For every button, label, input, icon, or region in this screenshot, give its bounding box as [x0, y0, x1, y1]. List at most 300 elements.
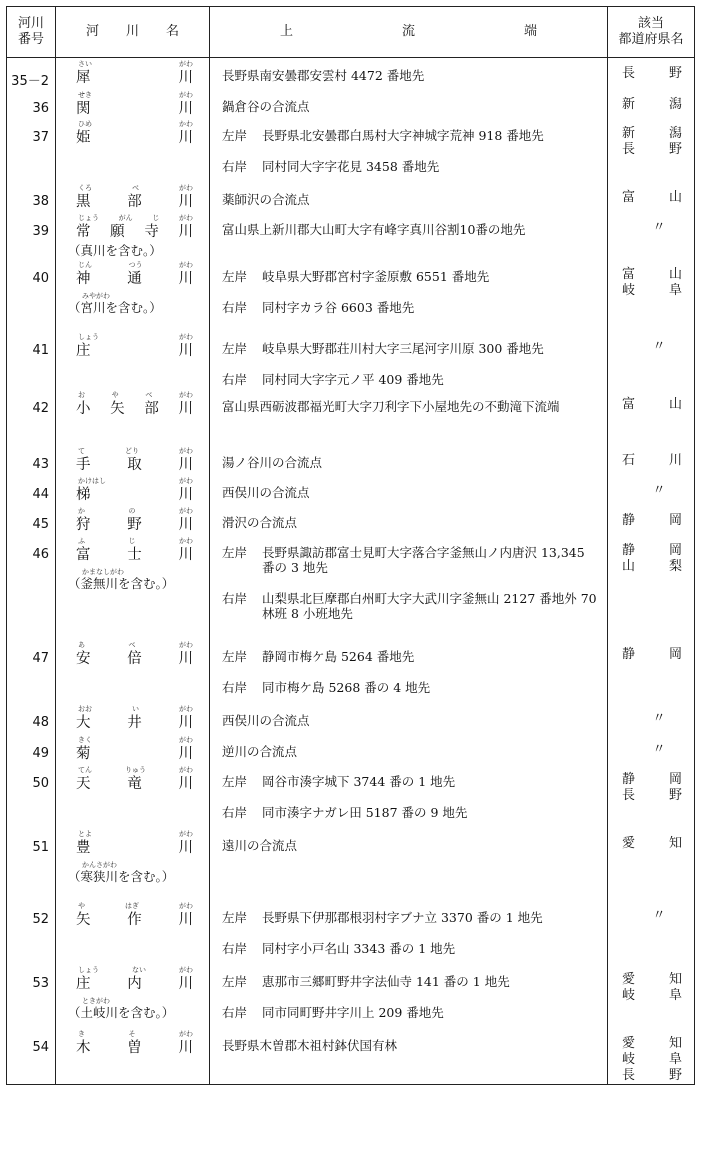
river-name-ruby	[56, 120, 209, 129]
river-name-char: 井	[127, 715, 142, 731]
river-name-cell	[56, 475, 210, 505]
upstream-location: 逆川の合流点	[222, 744, 298, 759]
prefecture-char: 野	[668, 788, 682, 803]
ruby-text: がわ	[179, 333, 193, 341]
header-river-name: 河 川 名	[56, 7, 210, 58]
ruby-text: そ	[128, 1030, 136, 1038]
upstream-location: 西俣川の合流点	[222, 485, 310, 500]
river-number: 37	[7, 118, 56, 182]
ruby-text: がわ	[179, 641, 193, 649]
river-name	[56, 456, 209, 474]
upstream-entry	[210, 126, 607, 143]
prefecture-char: 新	[622, 126, 636, 141]
upstream-end-cell	[210, 505, 608, 535]
river-name-char: 願	[110, 224, 125, 240]
prefecture-char: 阜	[668, 988, 682, 1003]
prefecture-cell	[608, 828, 695, 900]
river-table	[6, 6, 695, 1085]
prefecture-char: 静	[622, 513, 636, 528]
ruby-text: がわ	[179, 902, 193, 910]
prefecture-name	[622, 267, 682, 283]
upstream-location: 岡谷市湊字城下 3744 番の 1 地先	[262, 774, 456, 789]
river-name-cell	[56, 58, 210, 90]
upstream-end-cell	[210, 1028, 608, 1085]
river-name-cell	[56, 331, 210, 389]
ruby-text: がわ	[179, 477, 193, 485]
ditto-mark: 〃	[652, 220, 666, 235]
river-name-cell	[56, 1028, 210, 1085]
river-name-char: 倍	[127, 651, 142, 667]
river-number: 38	[7, 182, 56, 212]
sub-river-note: （寒狭川を含む。）	[68, 869, 175, 884]
ruby-text: じょう	[78, 214, 99, 222]
bank-side: 右岸	[222, 1005, 248, 1020]
table-row	[7, 734, 695, 764]
river-name-ruby	[56, 261, 209, 270]
upstream-entry	[210, 370, 607, 387]
upstream-entry	[210, 298, 607, 315]
prefecture-char: 阜	[668, 283, 682, 298]
table-row	[7, 89, 695, 118]
prefecture-char: 長	[622, 788, 636, 803]
river-number: 44	[7, 475, 56, 505]
prefecture-char: 岡	[668, 543, 682, 558]
river-name-char: 安	[76, 651, 91, 667]
prefecture-char: 新	[622, 97, 636, 112]
bank-side: 左岸	[222, 910, 248, 925]
river-name-ruby	[56, 537, 209, 546]
prefecture-char: 静	[622, 647, 636, 662]
upstream-end-cell	[210, 118, 608, 182]
river-name-cell	[56, 734, 210, 764]
prefecture-char: 知	[668, 1036, 682, 1051]
upstream-entry	[210, 836, 607, 853]
river-name-char: 川	[178, 912, 193, 928]
prefecture-name	[622, 836, 682, 852]
prefecture-char: 静	[622, 543, 636, 558]
prefecture-char: 岐	[622, 988, 636, 1003]
table-row	[7, 900, 695, 964]
prefecture-cell	[608, 259, 695, 331]
bank-side: 右岸	[222, 159, 248, 174]
river-name-cell	[56, 445, 210, 475]
upstream-location: 長野県南安曇郡安雲村 4472 番地先	[222, 68, 425, 83]
ruby-text: しょう	[78, 333, 99, 341]
ruby-text: や	[78, 902, 85, 910]
upstream-location: 岐阜県大野郡宮村字釜原敷 6551 番地先	[262, 269, 490, 284]
prefecture-char: 長	[622, 142, 636, 157]
upstream-entry	[210, 1036, 607, 1053]
river-number: 40	[7, 259, 56, 331]
river-number: 42	[7, 389, 56, 445]
upstream-location: 同市梅ケ島 5268 番の 4 地先	[262, 680, 431, 695]
river-name	[56, 400, 209, 418]
prefecture-char: 岡	[668, 513, 682, 528]
bank-side: 左岸	[222, 269, 248, 284]
table-row	[7, 1028, 695, 1085]
river-number: 46	[7, 535, 56, 639]
prefecture-name	[622, 190, 682, 206]
river-name-char: 神	[76, 271, 91, 287]
river-name-char: 部	[127, 194, 142, 210]
upstream-entry	[210, 678, 607, 695]
river-name-cell	[56, 764, 210, 828]
prefecture-cell	[608, 118, 695, 182]
upstream-end-cell	[210, 182, 608, 212]
upstream-location: 同村同大字字花見 3458 番地先	[262, 159, 440, 174]
ruby-text: べ	[132, 184, 139, 192]
river-name-cell	[56, 535, 210, 639]
table-row	[7, 331, 695, 389]
ruby-text: ない	[132, 966, 146, 974]
river-name-cell	[56, 639, 210, 703]
bank-side: 左岸	[222, 545, 248, 560]
bank-side: 左岸	[222, 649, 248, 664]
upstream-end-cell	[210, 389, 608, 445]
ruby-text: がわ	[178, 214, 193, 222]
ruby-text: がわ	[179, 507, 193, 515]
ruby-text: がわ	[179, 447, 193, 455]
river-name	[56, 270, 209, 288]
ruby-text: じ	[128, 537, 136, 545]
ruby-text: き	[78, 1030, 85, 1038]
prefecture-name	[622, 772, 682, 788]
upstream-end-cell	[210, 58, 608, 90]
upstream-location: 長野県木曽郡木祖村鉢伏国有林	[222, 1038, 398, 1053]
prefecture-cell	[608, 389, 695, 445]
river-name-char: 関	[76, 101, 91, 117]
ruby-text: しょう	[78, 966, 99, 974]
river-name-char: 大	[76, 715, 91, 731]
river-name-char: 川	[178, 715, 193, 731]
river-name-ruby	[56, 477, 209, 486]
table-row	[7, 445, 695, 475]
river-name-char: 富	[76, 547, 91, 563]
sub-river-note: （土岐川を含む。）	[68, 1005, 175, 1020]
ruby-text: の	[128, 507, 136, 515]
river-name-ruby	[56, 91, 209, 100]
river-name-char: 川	[178, 401, 193, 417]
ruby-text: くろ	[78, 184, 92, 192]
prefecture-char: 岡	[668, 772, 682, 787]
river-name	[56, 911, 209, 929]
river-name-ruby	[56, 507, 209, 516]
upstream-location: 長野県北安曇郡白馬村大字神城字荒神 918 番地先	[262, 128, 544, 143]
bank-side: 右岸	[222, 372, 248, 387]
upstream-end-cell	[210, 259, 608, 331]
ruby-text: がわ	[179, 1030, 193, 1038]
river-name-ruby	[56, 902, 209, 911]
ditto-mark: 〃	[652, 483, 666, 498]
table-row	[7, 505, 695, 535]
river-name-char: 作	[127, 912, 142, 928]
ruby-text: がわ	[178, 391, 193, 399]
ruby-text: がわ	[179, 830, 193, 838]
table-row	[7, 475, 695, 505]
prefecture-char: 石	[622, 453, 636, 468]
sub-river-note: （釜無川を含む。）	[68, 576, 175, 591]
river-number: 49	[7, 734, 56, 764]
prefecture-char: 岐	[622, 283, 636, 298]
upstream-entry	[210, 397, 607, 414]
upstream-entry	[210, 908, 607, 925]
table-row	[7, 389, 695, 445]
upstream-entry	[210, 157, 607, 174]
table-row	[7, 182, 695, 212]
river-name	[56, 100, 209, 118]
ruby-text: りゅう	[125, 766, 146, 774]
river-name	[56, 342, 209, 360]
prefecture-cell	[608, 703, 695, 734]
bank-side: 左岸	[222, 128, 248, 143]
ruby-text: がわ	[179, 766, 193, 774]
river-name-char: 川	[178, 517, 193, 533]
ruby-text: がわ	[179, 966, 193, 974]
river-name-char: 天	[76, 776, 91, 792]
upstream-entry	[210, 220, 607, 237]
prefecture-char: 山	[668, 397, 682, 412]
upstream-location: 湯ノ谷川の合流点	[222, 455, 323, 470]
upstream-location: 長野県下伊那郡根羽村字ブナ立 3370 番の 1 地先	[262, 910, 543, 925]
upstream-entry	[210, 1003, 607, 1020]
ruby-text: おお	[78, 705, 92, 713]
upstream-end-cell	[210, 964, 608, 1028]
ruby-text: がわ	[179, 91, 193, 99]
river-number: 41	[7, 331, 56, 389]
ruby-text: ひめ	[78, 120, 92, 128]
river-name-cell	[56, 259, 210, 331]
prefecture-cell	[608, 764, 695, 828]
river-name-char: 川	[178, 651, 193, 667]
prefecture-char: 富	[622, 397, 636, 412]
table-row	[7, 639, 695, 703]
river-name-char: 川	[178, 746, 193, 762]
prefecture-cell	[608, 639, 695, 703]
upstream-entry	[210, 190, 607, 207]
prefecture-char: 野	[668, 1068, 682, 1083]
ruby-text: べ	[145, 391, 153, 399]
river-name-char: 川	[178, 271, 193, 287]
river-name-ruby	[56, 766, 209, 775]
river-name	[56, 775, 209, 793]
upstream-location: 山梨県北巨摩郡白州町大字大武川字釜無山 2127 番地外 70 林班 8 小班地先	[262, 591, 597, 621]
prefecture-name	[622, 283, 682, 299]
bank-side: 右岸	[222, 680, 248, 695]
ruby-text: がわ	[179, 705, 193, 713]
upstream-location: 静岡市梅ケ島 5264 番地先	[262, 649, 415, 664]
river-name	[56, 1039, 209, 1057]
river-name-char: 川	[178, 70, 193, 86]
river-number: 39	[7, 212, 56, 259]
prefecture-char: 愛	[622, 836, 636, 851]
upstream-entry	[210, 339, 607, 356]
ruby-text: じん	[78, 261, 92, 269]
prefecture-name	[622, 126, 682, 142]
bank-side: 右岸	[222, 591, 248, 606]
ruby-text: お	[78, 391, 85, 399]
upstream-entry	[210, 589, 607, 621]
ruby-text: がわ	[179, 261, 193, 269]
prefecture-char: 野	[668, 142, 682, 157]
river-name-char: 狩	[76, 517, 91, 533]
upstream-entry	[210, 711, 607, 728]
river-name-ruby	[56, 333, 209, 342]
prefecture-char: 愛	[622, 1036, 636, 1051]
river-name-char: 常	[76, 224, 91, 240]
ruby-text: や	[111, 391, 119, 399]
header-river-number: 河川 番号	[7, 7, 56, 58]
river-name-ruby	[56, 830, 209, 839]
river-name-char: 士	[127, 547, 142, 563]
ruby-text: かけはし	[78, 477, 106, 485]
river-name-char: 内	[127, 976, 142, 992]
river-name-ruby	[56, 966, 209, 975]
upstream-entry	[210, 647, 607, 664]
prefecture-char: 長	[622, 66, 636, 81]
river-number: 35－2	[7, 58, 56, 90]
ruby-text: がわ	[179, 60, 193, 68]
prefecture-name	[622, 1036, 682, 1052]
river-name	[56, 714, 209, 732]
upstream-entry	[210, 543, 607, 575]
sub-river-ruby: かまなしがわ	[82, 568, 124, 576]
prefecture-char: 知	[668, 836, 682, 851]
prefecture-name	[622, 972, 682, 988]
prefecture-char: 潟	[668, 97, 682, 112]
table-row	[7, 58, 695, 90]
prefecture-char: 岡	[668, 647, 682, 662]
prefecture-name	[622, 397, 682, 413]
bank-side: 右岸	[222, 805, 248, 820]
header-prefecture: 該当 都道府県名	[608, 7, 695, 58]
ditto-mark: 〃	[652, 742, 666, 757]
prefecture-cell	[608, 505, 695, 535]
upstream-entry	[210, 972, 607, 989]
prefecture-name	[622, 788, 682, 804]
prefecture-char: 岐	[622, 1052, 636, 1067]
prefecture-name	[622, 66, 682, 82]
river-number: 45	[7, 505, 56, 535]
prefecture-char: 野	[668, 66, 682, 81]
river-number: 51	[7, 828, 56, 900]
river-name	[56, 650, 209, 668]
upstream-entry	[210, 772, 607, 789]
prefecture-char: 山	[668, 190, 682, 205]
prefecture-name	[622, 1052, 682, 1068]
prefecture-char: 長	[622, 1068, 636, 1083]
river-name-char: 取	[127, 457, 142, 473]
upstream-entry	[210, 66, 607, 83]
bank-side: 左岸	[222, 774, 248, 789]
river-name-char: 川	[178, 776, 193, 792]
upstream-end-cell	[210, 331, 608, 389]
river-name	[56, 546, 209, 564]
river-name	[56, 516, 209, 534]
sub-river-ruby: みやがわ	[82, 292, 110, 300]
upstream-end-cell	[210, 639, 608, 703]
sub-river-note: （宮川を含む。）	[68, 300, 162, 315]
river-name	[56, 69, 209, 87]
ruby-text: せき	[78, 91, 92, 99]
river-name-cell	[56, 89, 210, 118]
prefecture-cell	[608, 734, 695, 764]
river-name-char: 姫	[76, 130, 91, 146]
prefecture-char: 阜	[668, 1052, 682, 1067]
river-name-char: 川	[178, 976, 193, 992]
upstream-end-cell	[210, 212, 608, 259]
prefecture-name	[622, 97, 682, 113]
prefecture-cell	[608, 1028, 695, 1085]
river-name	[56, 745, 209, 763]
table-row	[7, 535, 695, 639]
river-name	[56, 486, 209, 504]
river-name-char: 犀	[76, 70, 91, 86]
river-number: 43	[7, 445, 56, 475]
river-name-ruby	[56, 705, 209, 714]
river-number: 52	[7, 900, 56, 964]
upstream-location: 富山県西砺波郡福光町大字刀利字下小屋地先の不動滝下流端	[222, 399, 560, 414]
prefecture-cell	[608, 445, 695, 475]
upstream-location: 富山県上新川郡大山町大字有峰字真川谷割10番の地先	[222, 222, 526, 237]
prefecture-char: 知	[668, 972, 682, 987]
ruby-text: きく	[78, 736, 92, 744]
ruby-text: い	[132, 705, 139, 713]
river-name-ruby	[56, 184, 209, 193]
upstream-end-cell	[210, 445, 608, 475]
upstream-end-cell	[210, 475, 608, 505]
river-name-ruby	[56, 391, 209, 400]
prefecture-char: 静	[622, 772, 636, 787]
prefecture-name	[622, 647, 682, 663]
upstream-end-cell	[210, 703, 608, 734]
river-number: 48	[7, 703, 56, 734]
river-name-ruby	[56, 641, 209, 650]
river-name-cell	[56, 212, 210, 259]
river-name-cell	[56, 389, 210, 445]
upstream-location: 同村字カラ谷 6603 番地先	[262, 300, 415, 315]
ditto-mark: 〃	[652, 908, 666, 923]
ruby-text: かわ	[179, 537, 193, 545]
upstream-location: 同村同大字字元ノ平 409 番地先	[262, 372, 444, 387]
river-name-cell	[56, 900, 210, 964]
river-name-char: 豊	[76, 840, 91, 856]
prefecture-cell	[608, 331, 695, 389]
river-name-char: 川	[178, 130, 193, 146]
river-name	[56, 129, 209, 147]
river-name-ruby	[56, 736, 209, 745]
upstream-location: 滑沢の合流点	[222, 515, 298, 530]
upstream-location: 鍋倉谷の合流点	[222, 99, 310, 114]
river-name-cell	[56, 118, 210, 182]
river-name-ruby	[56, 1030, 209, 1039]
prefecture-cell	[608, 900, 695, 964]
river-name-char: 菊	[76, 746, 91, 762]
upstream-location: 同市湊字ナガレ田 5187 番の 9 地先	[262, 805, 468, 820]
upstream-location: 西俣川の合流点	[222, 713, 310, 728]
table-row	[7, 964, 695, 1028]
river-name-ruby	[56, 447, 209, 456]
river-name-char: 川	[178, 343, 193, 359]
prefecture-name	[622, 559, 682, 575]
prefecture-cell	[608, 212, 695, 259]
prefecture-char: 梨	[668, 559, 682, 574]
prefecture-cell	[608, 475, 695, 505]
upstream-entry	[210, 803, 607, 820]
ruby-text: べ	[128, 641, 136, 649]
sub-river-note: （真川を含む。）	[68, 243, 162, 258]
river-name-char: 川	[178, 457, 193, 473]
upstream-location: 岐阜県大野郡荘川村大字三尾河字川原 300 番地先	[262, 341, 544, 356]
